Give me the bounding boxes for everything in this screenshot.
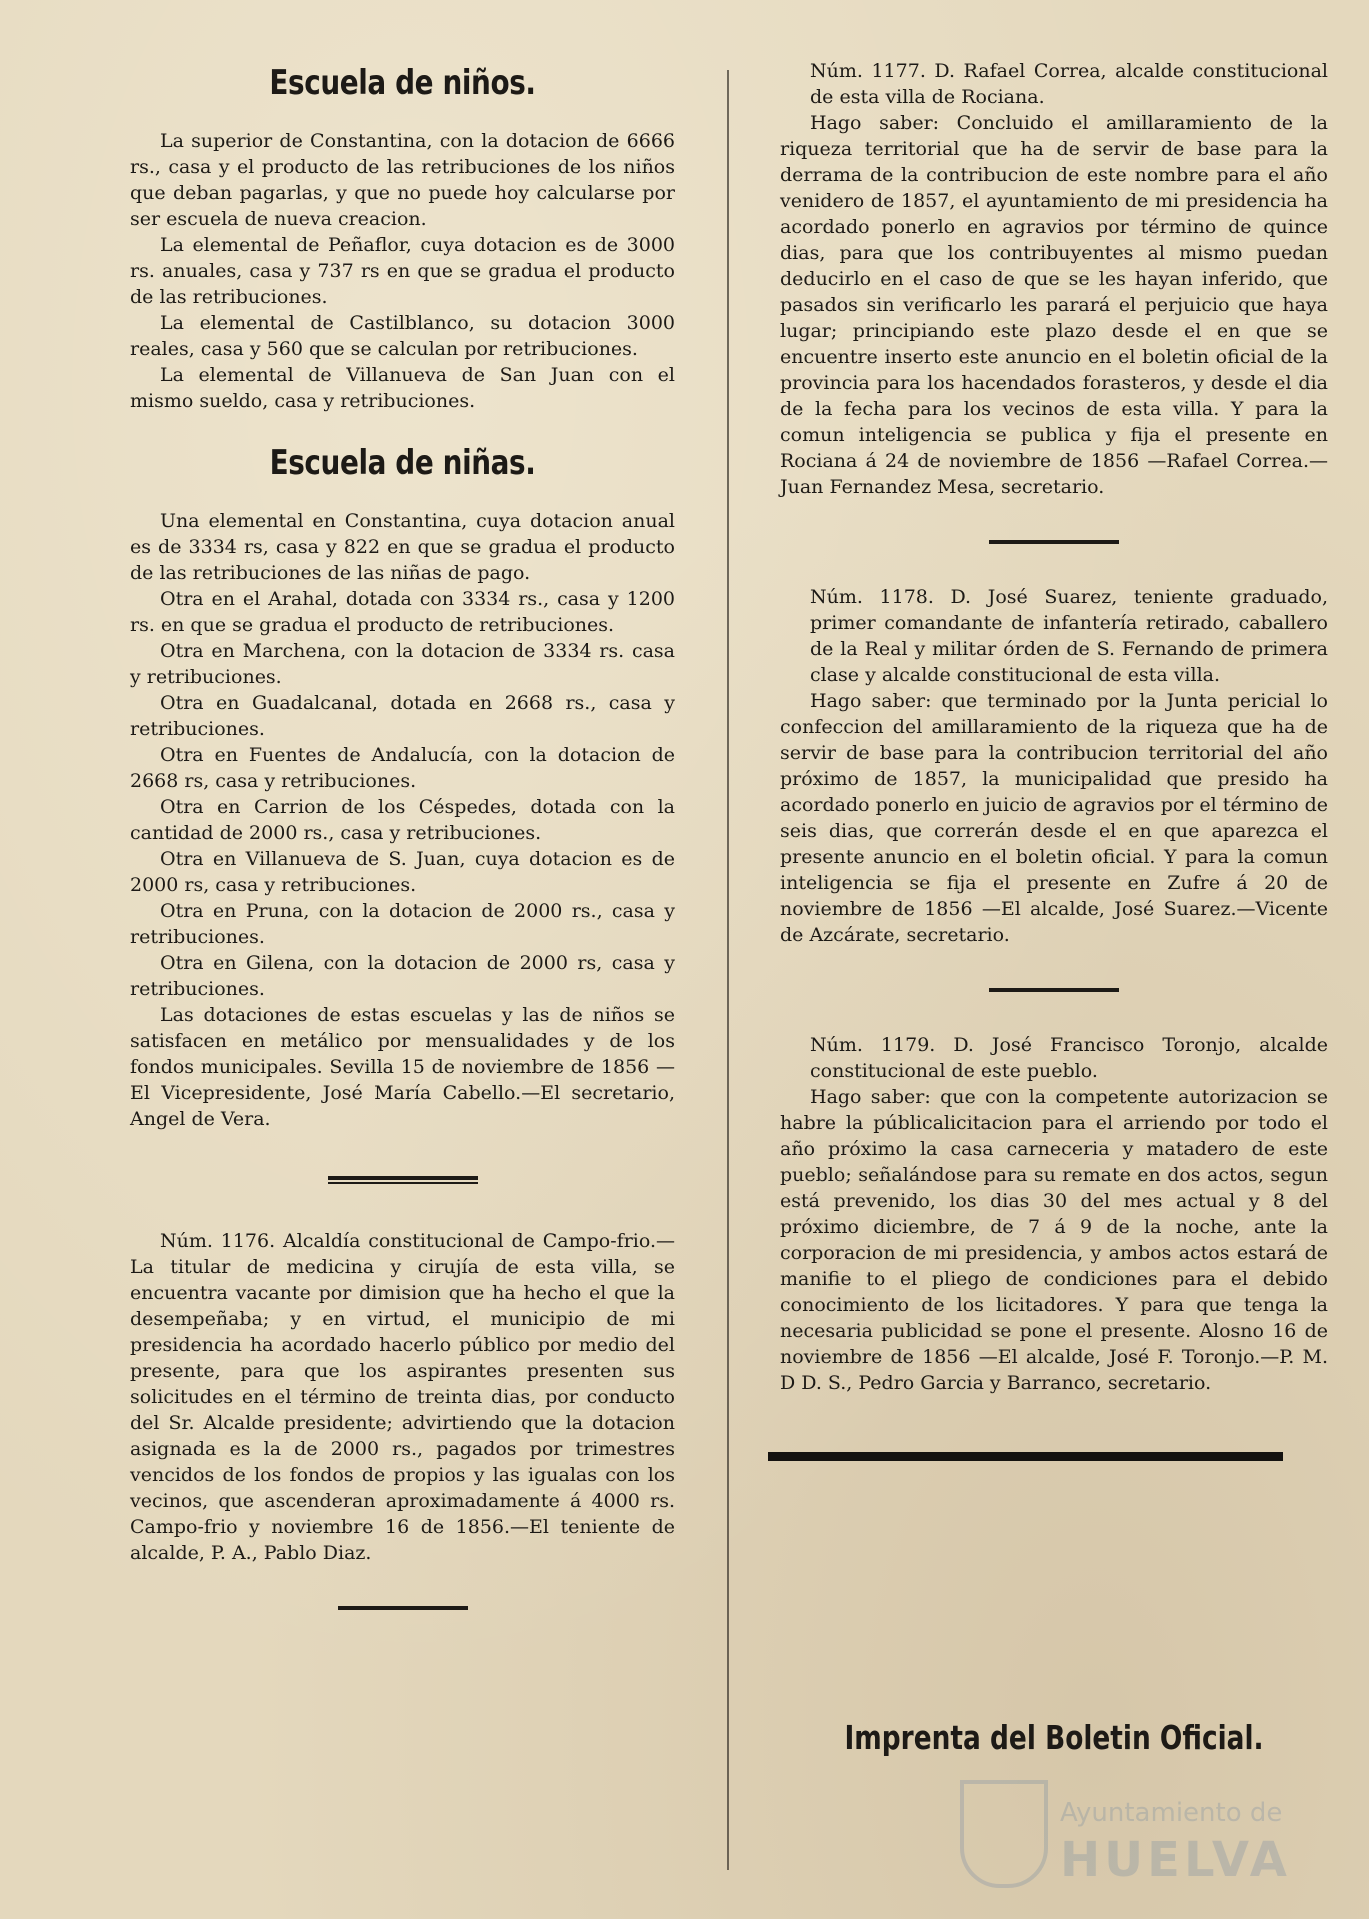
notice-1177-header: Núm. 1177. D. Rafael Correa, alcalde constitucional de esta villa de Rociana.: [810, 60, 1328, 108]
notice-1178-body: Hago saber: que terminado por la Junta pericial lo confeccion del amillaramiento de la riqueza que ha de servir de base para la contribucion territorial del año próximo de 1857, la municipalidad que presido ha acordado ponerlo en juicio de agravios por el término de seis dias, que correrán desde el en que aparezca el presente anuncio en el boletin oficial. Y para la comun inteligencia se fija el presente en Zufre á 20 de noviembre de 1856 —El alcalde, José Suarez.—Vicente de Azcárate, secretario.: [780, 690, 1328, 946]
paragraph-guadalcanal: Otra en Guadalcanal, dotada en 2668 rs., casa y retribuciones.: [130, 692, 675, 740]
separator-rule: [989, 988, 1119, 992]
watermark-line2: HUELVA: [1060, 1832, 1291, 1888]
notice-1178-header: Núm. 1178. D. José Suarez, teniente graduado, primer comandante de infantería retirado, caballero de la Real y militar órden de S. Fernando de primera clase y alcalde constitucional de esta villa.: [810, 586, 1328, 686]
separator-rule: [989, 540, 1119, 544]
paragraph-constantina-ninas: Una elemental en Constantina, cuya dotacion anual es de 3334 rs, casa y 822 en que se gradua el producto de las retribuciones de las niñas de pago.: [130, 510, 675, 584]
paragraph-fuentes: Otra en Fuentes de Andalucía, con la dotacion de 2668 rs, casa y retribuciones.: [130, 744, 675, 792]
left-column: [130, 58, 675, 1650]
heading-escuela-ninos: Escuela de niños.: [269, 63, 536, 103]
separator-rule: [328, 1176, 478, 1184]
notice-1179: [780, 1032, 1328, 1396]
paragraph-villanueva: La elemental de Villanueva de San Juan con el mismo sueldo, casa y retribuciones.: [130, 364, 675, 412]
paragraph-castilblanco: La elemental de Castilblanco, su dotacion 3000 reales, casa y 560 que se calculan por retribuciones.: [130, 312, 675, 360]
heading-escuela-ninas: Escuela de niñas.: [269, 443, 536, 483]
paragraph-pruna: Otra en Pruna, con la dotacion de 2000 rs., casa y retribuciones.: [130, 900, 675, 948]
imprenta-footer: Imprenta del Boletin Oficial.: [844, 1718, 1264, 1757]
notice-1176: Núm. 1176. Alcaldía constitucional de Campo-frio.— La titular de medicina y cirujía de esta villa, se encuentra vacante por dimision que ha hecho el que la desempeñaba; y en virtud, el municipio de mi presidencia ha acordado hacerlo público por medio del presente, para que los aspirantes presenten sus solicitudes en el término de treinta dias, por conducto del Sr. Alcalde presidente; advirtiendo que la dotacion asignada es la de 2000 rs., pagados por trimestres vencidos de los fondos de propios y las igualas con los vecinos, que ascenderan aproximadamente á 4000 rs. Campo-frio y noviembre 16 de 1856.—El teniente de alcalde, P. A., Pablo Diaz.: [130, 1230, 675, 1564]
paragraph-villanueva-ninas: Otra en Villanueva de S. Juan, cuya dotacion es de 2000 rs, casa y retribuciones.: [130, 848, 675, 896]
paragraph-arahal: Otra en el Arahal, dotada con 3334 rs., casa y 1200 rs. en que se gradua el producto de retribuciones.: [130, 588, 675, 636]
paragraph-constantina-superior: La superior de Constantina, con la dotacion de 6666 rs., casa y el producto de las retribuciones de los niños que deban pagarlas, y que no puede hoy calcularse por ser escuela de nueva creacion.: [130, 130, 675, 230]
separator-rule: [338, 1606, 468, 1610]
paragraph-marchena: Otra en Marchena, con la dotacion de 3334 rs. casa y retribuciones.: [130, 640, 675, 688]
watermark-line1: Ayuntamiento de: [1060, 1798, 1283, 1828]
shield-icon: [960, 1780, 1048, 1888]
notice-1178: [780, 584, 1328, 948]
column-divider: [727, 70, 729, 1870]
notice-1177-body: Hago saber: Concluido el amillaramiento de la riqueza territorial que ha de servir de base para la derrama de la contribucion de este nombre para el año venidero de 1857, el ayuntamiento de mi presidencia ha acordado ponerlo en agravios por término de quince dias, para que los contribuyentes al mismo puedan deducirlo en el caso de que se les hayan inferido, que pasados sin verificarlo les parará el perjuicio que haya lugar; principiando este plazo desde el en que se encuentre inserto este anuncio en el boletin oficial de la provincia para los hacendados forasteros, y desde el dia de la fecha para los vecinos de esta villa. Y para la comun inteligencia se publica y fija el presente en Rociana á 24 de noviembre de 1856 —Rafael Correa.—Juan Fernandez Mesa, secretario.: [780, 112, 1328, 498]
paragraph-carrion: Otra en Carrion de los Céspedes, dotada con la cantidad de 2000 rs., casa y retribuciones.: [130, 796, 675, 844]
huelva-watermark: [960, 1780, 1300, 1900]
end-rule: [768, 1452, 1283, 1461]
right-column: [780, 58, 1328, 1461]
notice-1179-body: Hago saber: que con la competente autorizacion se habre la públicalicitacion para el arriendo por todo el año próximo la casa carneceria y matadero de este pueblo; señalándose para su remate en dos actos, segun está prevenido, los dias 30 del mes actual y 8 del próximo diciembre, de 7 á 9 de la noche, ante la corporacion de mi presidencia, y ambos actos estará de manifie to el pliego de condiciones para el debido conocimiento de los licitadores. Y para que tenga la necesaria publicidad se pone el presente. Alosno 16 de noviembre de 1856 —El alcalde, José F. Toronjo.—P. M. D D. S., Pedro Garcia y Barranco, secretario.: [780, 1086, 1328, 1394]
paragraph-dotaciones-sevilla: Las dotaciones de estas escuelas y las de niños se satisfacen en metálico por mensualidades y de los fondos municipales. Sevilla 15 de noviembre de 1856 —El Vicepresidente, José María Cabello.—El secretario, Angel de Vera.: [130, 1004, 675, 1130]
notice-1179-header: Núm. 1179. D. José Francisco Toronjo, alcalde constitucional de este pueblo.: [810, 1034, 1328, 1082]
paragraph-penaflor: La elemental de Peñaflor, cuya dotacion es de 3000 rs. anuales, casa y 737 rs en que se gradua el producto de las retribuciones.: [130, 234, 675, 308]
notice-1177: [780, 58, 1328, 500]
paragraph-gilena: Otra en Gilena, con la dotacion de 2000 rs, casa y retribuciones.: [130, 952, 675, 1000]
